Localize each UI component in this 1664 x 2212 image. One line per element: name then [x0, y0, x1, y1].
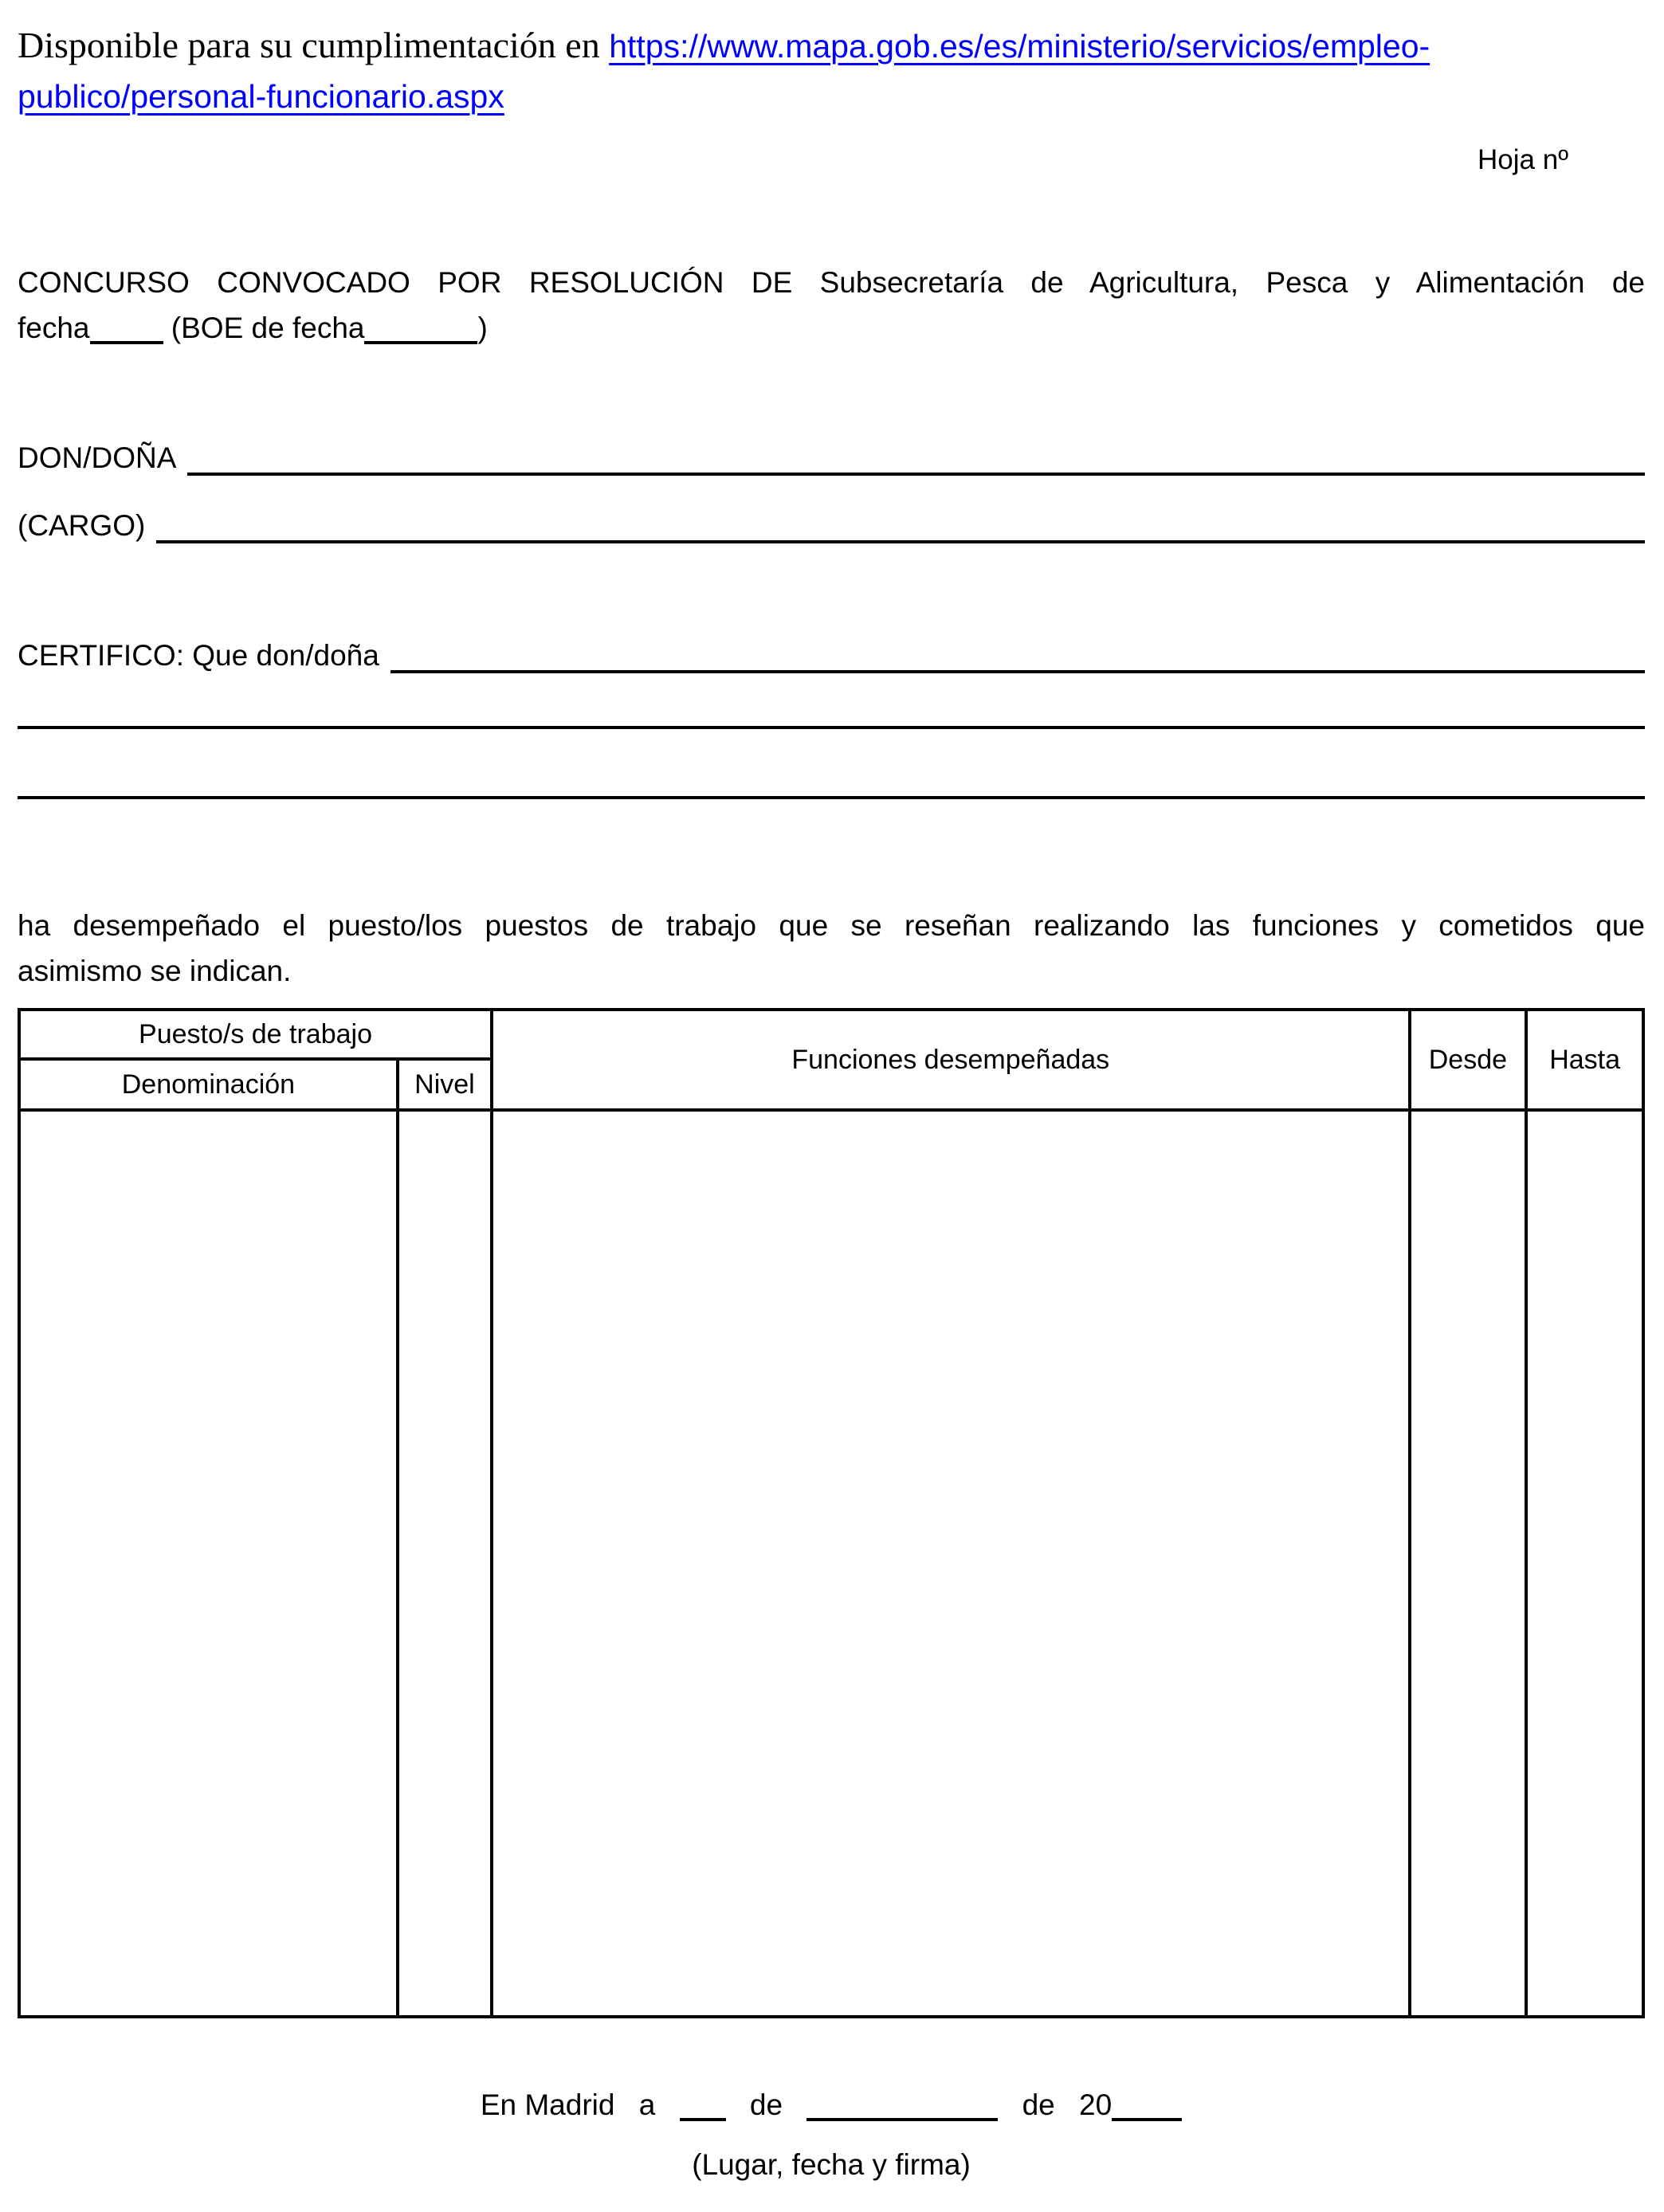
funciones-cell [492, 1110, 1409, 2017]
statement-line1: ha desempeñado el puesto/los puestos de trabajo que se reseñan realizando las funciones y cometidos que [18, 909, 1645, 942]
signature-note: (Lugar, fecha y firma) [692, 2148, 971, 2181]
announcement-paragraph [18, 260, 1645, 351]
availability-note [18, 21, 1645, 121]
day-blank [680, 2118, 726, 2121]
cargo-label: (CARGO) [18, 509, 146, 542]
cargo-blank [156, 503, 1645, 543]
certifico-label: CERTIFICO: Que don/doña [18, 639, 379, 672]
form-url-line1: https://www.mapa.gob.es/es/ministerio/servicios/empleo- [609, 28, 1430, 65]
form-url-line2: publico/personal-funcionario.aspx [18, 78, 504, 115]
announcement-close-paren: ) [477, 312, 488, 344]
denominacion-cell [19, 1110, 398, 2017]
desde-cell [1410, 1110, 1527, 2017]
closing-a-label: a [638, 2088, 656, 2121]
certifico-row [18, 633, 1645, 678]
closing-de-label-2: de [1022, 2088, 1055, 2121]
group-header-puestos: Puesto/s de trabajo [19, 1010, 492, 1059]
announcement-fecha-label: fecha [18, 312, 90, 344]
cargo-row [18, 503, 1645, 548]
don-dona-blank [187, 435, 1645, 476]
closing-year-prefix: 20 [1079, 2088, 1113, 2121]
closing-date-line [18, 2082, 1645, 2128]
announcement-line1: CONCURSO CONVOCADO POR RESOLUCIÓN DE Subsecretaría de Agricultura, Pesca y Alimentación de [18, 266, 1645, 299]
continuation-blank-1 [18, 726, 1645, 729]
statement-line2: asimismo se indican. [18, 955, 292, 987]
announcement-boe-label: (BOE de fecha [163, 312, 365, 344]
sheet-number-row [18, 140, 1645, 180]
certifico-blank [390, 633, 1645, 673]
col-header-desde: Desde [1410, 1010, 1527, 1110]
year-blank [1112, 2118, 1182, 2121]
jobs-table [18, 1008, 1645, 2018]
continuation-blank-2 [18, 796, 1645, 799]
col-header-funciones: Funciones desempeñadas [492, 1010, 1409, 1110]
closing-de-label-1: de [749, 2088, 783, 2121]
don-dona-label: DON/DOÑA [18, 441, 177, 474]
table-row [19, 1110, 1643, 2017]
col-header-nivel: Nivel [398, 1059, 492, 1110]
don-dona-row [18, 435, 1645, 480]
col-header-denominacion: Denominación [19, 1059, 398, 1110]
boe-fecha-blank [364, 341, 477, 344]
availability-prefix-text: Disponible para su cumplimentación en [18, 25, 610, 65]
closing-city-label: En Madrid [480, 2088, 615, 2121]
announcement-line2 [18, 305, 1645, 351]
statement-paragraph [18, 903, 1645, 994]
month-blank [806, 2118, 998, 2121]
nivel-cell [398, 1110, 492, 2017]
fecha-blank [90, 341, 163, 344]
hasta-cell [1526, 1110, 1643, 2017]
col-header-hasta: Hasta [1526, 1010, 1643, 1110]
sheet-number-label: Hoja nº [1478, 144, 1568, 175]
